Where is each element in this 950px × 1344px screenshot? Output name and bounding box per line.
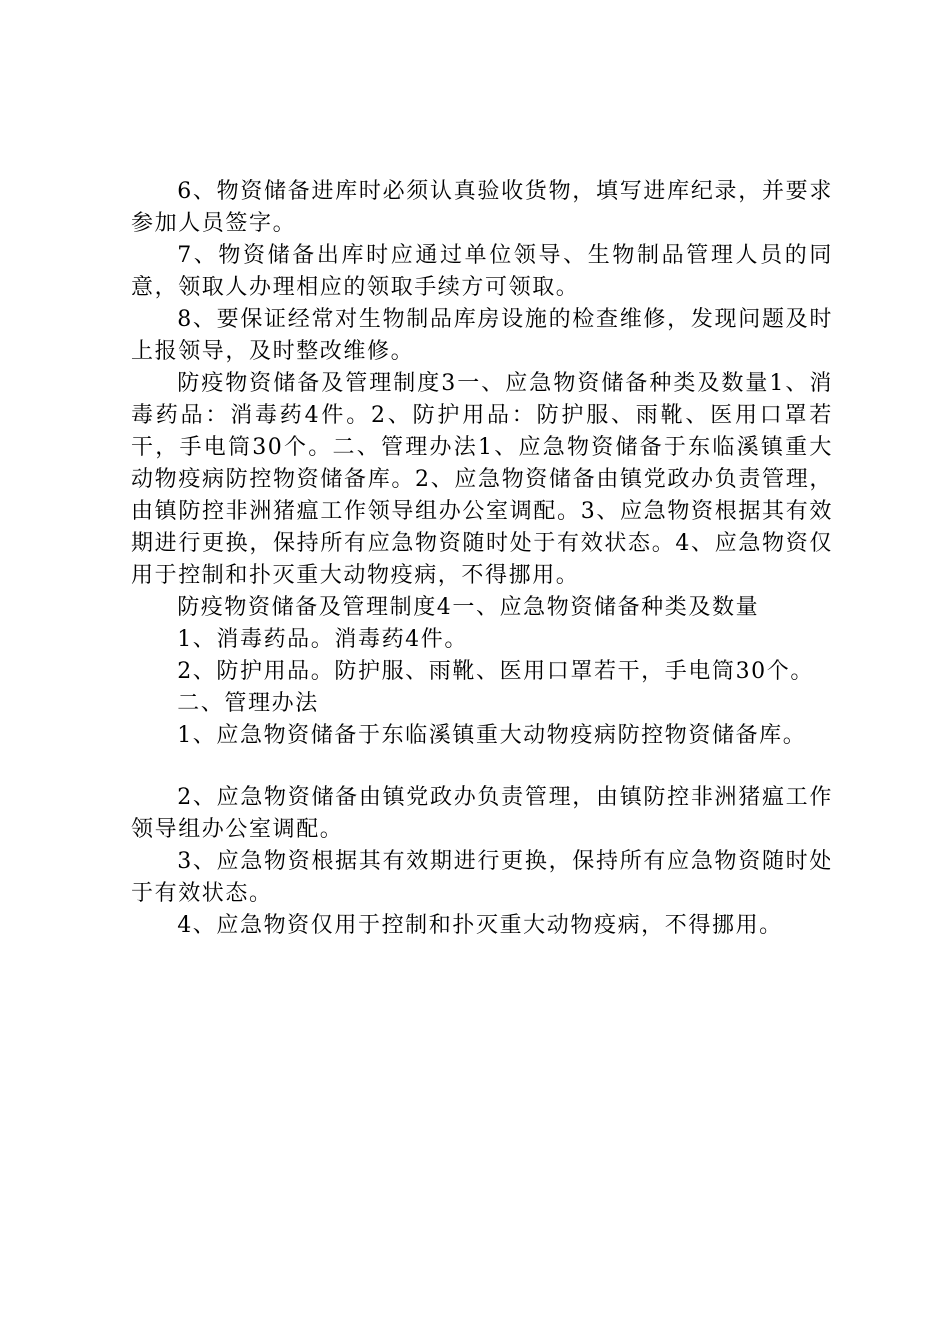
paragraph-item-8: 8、要保证经常对生物制品库房设施的检查维修，发现问题及时上报领导，及时整改维修。	[131, 307, 833, 364]
paragraph-protective-supplies: 2、防护用品。防护服、雨靴、医用口罩若干，手电筒30个。	[177, 659, 814, 684]
paragraph-management-4: 4、应急物资仅用于控制和扑灭重大动物疫病，不得挪用。	[177, 913, 783, 938]
paragraph-management-2: 2、应急物资储备由镇党政办负责管理，由镇防控非洲猪瘟工作领导组办公室调配。	[131, 785, 833, 842]
paragraph-management-1: 1、应急物资储备于东临溪镇重大动物疫病防控物资储备库。	[177, 723, 807, 748]
paragraph-disinfectant: 1、消毒药品。消毒药4件。	[177, 627, 468, 652]
paragraph-item-7: 7、物资储备出库时应通过单位领导、生物制品管理人员的同意，领取人办理相应的领取手续方可领取。	[131, 243, 833, 300]
paragraph-management-heading: 二、管理办法	[177, 691, 319, 716]
paragraph-regulation-3: 防疫物资储备及管理制度3一、应急物资储备种类及数量1、消毒药品：消毒药4件。2、防护用品：防护服、雨靴、医用口罩若干，手电筒30个。二、管理办法1、应急物资储备于东临溪镇重大动物疫病防控物资储备库。2、应急物资储备由镇党政办负责管理，由镇防控非洲猪瘟工作领导组办公室调配。3、应急物资根据其有效期进行更换，保持所有应急物资随时处于有效状态。4、应急物资仅用于控制和扑灭重大动物疫病，不得挪用。	[131, 371, 833, 588]
document-body	[131, 176, 833, 942]
paragraph-regulation-4-heading: 防疫物资储备及管理制度4一、应急物资储备种类及数量	[177, 595, 760, 620]
paragraph-item-6: 6、物资储备进库时必须认真验收货物，填写进库纪录，并要求参加人员签字。	[131, 179, 833, 236]
paragraph-management-3: 3、应急物资根据其有效期进行更换，保持所有应急物资随时处于有效状态。	[131, 849, 833, 906]
